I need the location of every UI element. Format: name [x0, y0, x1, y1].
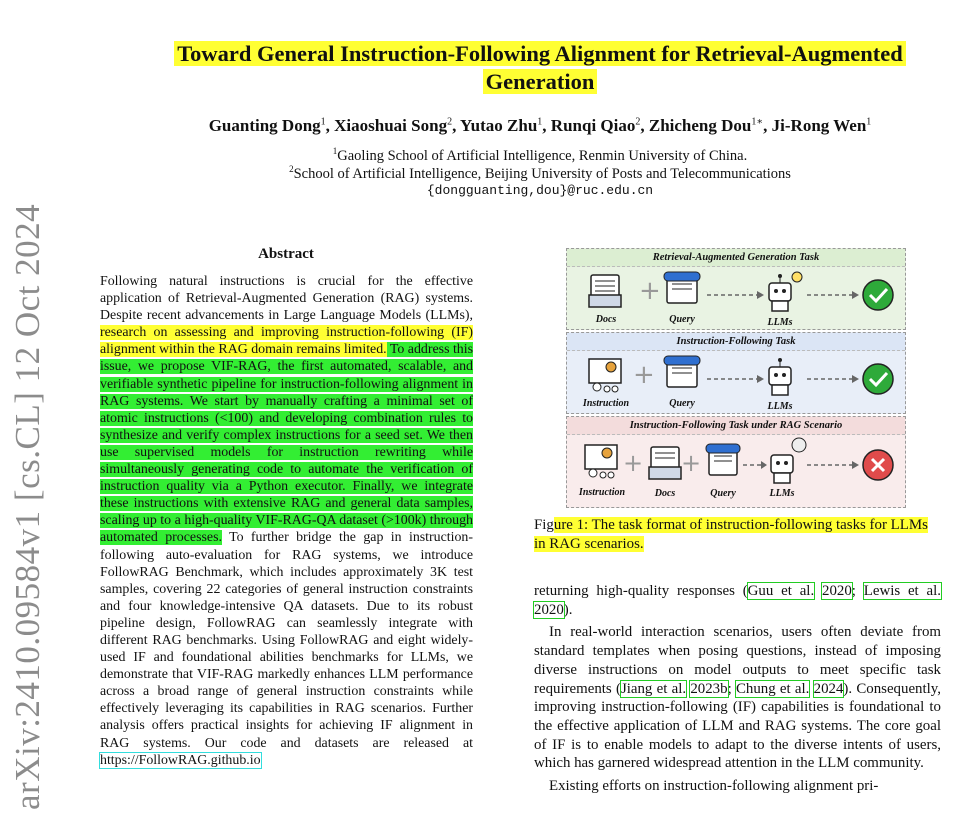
arxiv-identifier: arXiv:2410.09584v1 [cs.CL] 12 Oct 2024	[8, 203, 47, 810]
author-5: Zhicheng Dou$^{1∗}$,	[648, 116, 772, 135]
author-2: Xiaoshuai Song$^2$,	[334, 116, 460, 135]
plus-icon: +	[681, 449, 702, 477]
panel-if-title: Instruction-Following Task	[567, 333, 905, 351]
label-query: Query	[710, 488, 736, 499]
abstract-text-2: To further bridge the gap in instruction-following auto-evaluation for RAG systems, we introduce FollowRAG Benchmark, which includes approximately 3K test samples, covering 22 categories of general instruction constraints and four knowledge-intensive QA datasets. Due to its robust pipeline design, FollowRAG can seamlessly integrate with different RAG benchmarks. Using FollowRAG and eight widely-used IF and foundational abilities benchmarks for LLMs, we demonstrate that VIF-RAG markedly enhances LLM performance across a broad range of general instruction constraints while effectively leveraging its capabilities in RAG scenarios. Further analysis offers practical insights for achieving IF alignment in RAG systems. Our code and datasets are released at	[100, 530, 474, 751]
error-icon	[863, 450, 893, 480]
robot-icon	[769, 358, 791, 395]
paragraph: returning high-quality responses (Guu et al. 2020; Lewis et al. 2020).	[534, 583, 941, 618]
query-icon	[664, 272, 700, 303]
robot-icon	[769, 272, 802, 311]
author-email: {dongguanting,dou}@ruc.edu.cn	[426, 183, 654, 198]
author-list	[100, 116, 979, 136]
instruction-icon	[585, 445, 617, 478]
caption-highlight: ure 1: The task format of instruction-following tasks for LLMs in RAG scenarios.	[534, 517, 928, 552]
label-instruction: Instruction	[582, 398, 630, 409]
citation-link[interactable]: 2020	[534, 601, 564, 618]
check-icon	[863, 364, 893, 394]
plus-icon: +	[639, 276, 661, 306]
author-4: Runqi Qiao$^2$,	[550, 116, 649, 135]
abstract-body	[100, 273, 473, 769]
citation-link[interactable]: Chung et al.	[735, 680, 810, 697]
citation-link[interactable]: Jiang et al.	[620, 680, 687, 697]
label-docs: Docs	[654, 488, 676, 499]
citation-link[interactable]: 2023b	[690, 680, 728, 697]
panel-rag-title: Retrieval-Augmented Generation Task	[567, 249, 905, 267]
panel-if-rag-task	[566, 416, 906, 508]
label-query: Query	[669, 314, 695, 325]
citation-link[interactable]: Guu et al.	[747, 583, 815, 599]
docs-icon	[649, 447, 681, 479]
query-icon	[706, 444, 740, 475]
label-llms: LLMs	[767, 401, 793, 412]
plus-icon: +	[633, 360, 655, 390]
abstract-text-1: Following natural instructions is crucial for the effective application of Retrieval-Augmented Generation (RAG) systems. Despite recent advancements in Large Language Models (LLMs),	[100, 274, 473, 324]
abstract-heading: Abstract	[258, 246, 314, 262]
panel-if-rag-title: Instruction-Following Task under RAG Scenario	[567, 417, 905, 435]
figure-caption: Figure 1: The task format of instruction-following tasks for LLMs in RAG scenarios.	[534, 517, 928, 552]
panel-if-task	[566, 332, 906, 414]
label-llms: LLMs	[767, 317, 793, 328]
label-llms: LLMs	[769, 488, 795, 499]
paper-title	[100, 40, 979, 96]
abstract-highlight-green: To address this issue, we propose VIF-RAG, the first automated, scalable, and verifiable synthetic pipeline for instruction-following alignment in RAG systems. We start by manually crafting a minimal set of atomic instructions (<100) and developing combination rules to synthesize and verify complex instructions for a seed set. We then use supervised models for instruction rewriting while simultaneously generating code to automate the verification of instruction quality via a Python executor. Finally, we integrate these instructions with extensive RAG and general data samples, scaling up to a high-quality VIF-RAG-QA dataset (>100k) through automated processes.	[100, 342, 474, 546]
title-line-2: Generation	[483, 69, 598, 94]
title-line-1: Toward General Instruction-Following Alignment for Retrieval-Augmented	[174, 41, 906, 66]
figure-1	[566, 248, 906, 508]
robot-icon	[771, 438, 806, 483]
docs-icon	[589, 275, 621, 307]
affiliation-1: $^1$Gaoling School of Artificial Intelligence, Renmin University of China.	[332, 146, 748, 164]
citation-link[interactable]: 2024	[813, 680, 844, 697]
intro-text	[534, 582, 941, 796]
instruction-icon	[589, 359, 621, 392]
citation-link[interactable]: 2020	[822, 583, 852, 599]
author-1: Guanting Dong$^1$,	[208, 116, 335, 135]
plus-icon: +	[623, 449, 644, 477]
label-query: Query	[669, 398, 695, 409]
citation-link[interactable]: Lewis et al.	[863, 583, 941, 599]
code-link[interactable]: https://FollowRAG.github.io	[100, 752, 261, 768]
label-instruction: Instruction	[578, 487, 626, 498]
author-3: Yutao Zhu$^1$,	[459, 116, 551, 135]
query-icon	[664, 356, 700, 387]
panel-rag-task	[566, 248, 906, 330]
paragraph: In real-world interaction scenarios, users often deviate from standard templates when posing questions, instead of imposing diverse instructions on model outputs to meet specific task requirements (Jiang et al. 2023b; Chung et al. 2024). Consequently, improving instruction-following (IF) capabilities is foundational to the effective application of LLM and RAG systems. The core goal of IF is to enable models to adapt to the diverse intents of users, which has garnered widespread attention in the LLM community.	[534, 624, 941, 772]
label-docs: Docs	[595, 314, 617, 325]
paragraph: Existing efforts on instruction-following alignment pri-	[549, 778, 879, 795]
affiliation-2: $^2$School of Artificial Intelligence, Beijing University of Posts and Telecommunications	[289, 164, 791, 182]
check-icon	[863, 280, 893, 310]
author-6: Ji-Rong Wen$^1$	[771, 116, 872, 135]
abstract-highlight-yellow: research on assessing and improving instruction-following (IF) alignment within the RAG domain remains limited.	[100, 325, 473, 358]
